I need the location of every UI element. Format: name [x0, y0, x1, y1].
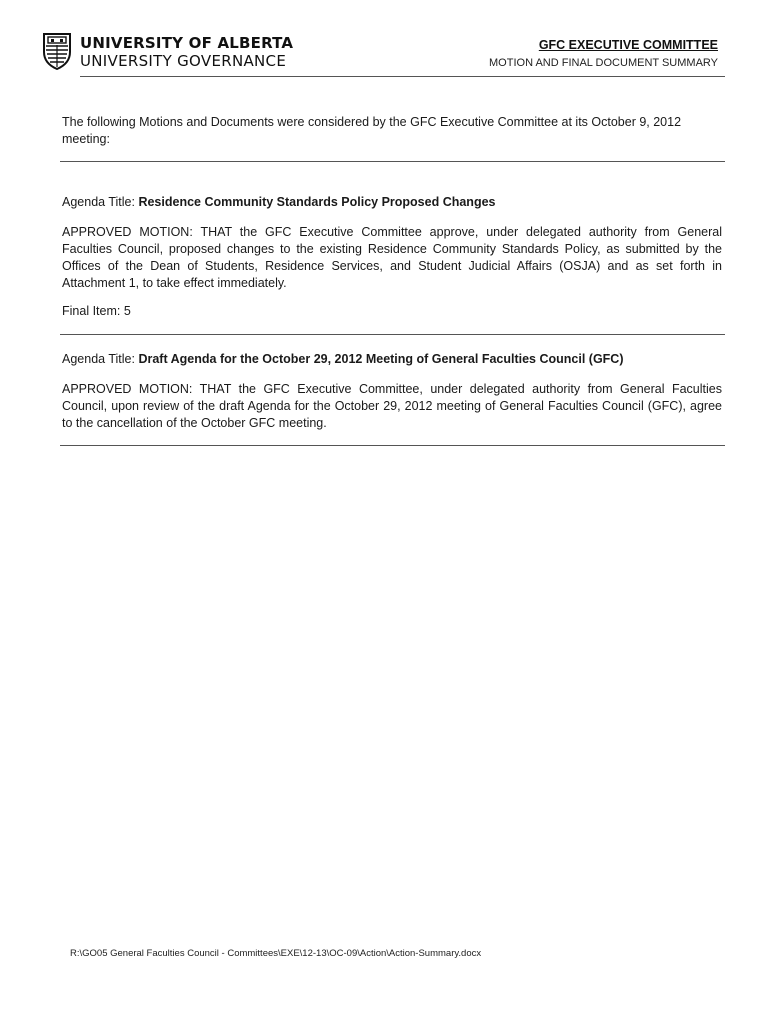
section-divider — [60, 445, 725, 446]
approved-motion: APPROVED MOTION: THAT the GFC Executive Committee approve, under delegated authority from General Faculties Council, proposed changes to the existing Residence Community Standards Policy, as submitted by the Offices of the Dean of Students, Residence Services, and Student Judicial Affairs (OSJA) and as set forth in Attachment 1, to take effect immediately. — [62, 225, 722, 290]
agenda-title-line — [62, 351, 722, 368]
agenda-title-line — [62, 194, 722, 211]
agenda-title: Residence Community Standards Policy Proposed Changes — [138, 195, 496, 209]
final-item: Final Item: 5 — [62, 304, 131, 318]
organization-name-line2: UNIVERSITY GOVERNANCE — [80, 52, 287, 70]
university-crest-icon — [42, 32, 72, 70]
organization-name — [80, 34, 293, 70]
document-header — [489, 38, 718, 69]
agenda-title-prefix: Agenda Title: — [62, 195, 139, 209]
section-divider — [60, 161, 725, 162]
committee-title: GFC EXECUTIVE COMMITTEE — [538, 38, 718, 52]
document-type: MOTION AND FINAL DOCUMENT SUMMARY — [489, 57, 718, 69]
agenda-title: Draft Agenda for the October 29, 2012 Meeting of General Faculties Council (GFC) — [138, 352, 624, 366]
approved-motion: APPROVED MOTION: THAT the GFC Executive Committee, under delegated authority from General Faculties Council, upon review of the draft Agenda for the October 29, 2012 meeting of General Faculties Council (GFC), agree to the cancellation of the October GFC meeting. — [62, 382, 722, 430]
file-path-footer: R:\GO05 General Faculties Council - Committees\EXE\12-13\OC-09\Action\Action-Summary.docx — [70, 948, 482, 959]
section-divider — [60, 334, 725, 335]
agenda-title-prefix: Agenda Title: — [62, 352, 139, 366]
organization-name-line1: UNIVERSITY OF ALBERTA — [80, 34, 294, 52]
header-divider — [80, 76, 725, 77]
intro-paragraph: The following Motions and Documents were considered by the GFC Executive Committee at its October 9, 2012 meeting: — [62, 115, 682, 146]
